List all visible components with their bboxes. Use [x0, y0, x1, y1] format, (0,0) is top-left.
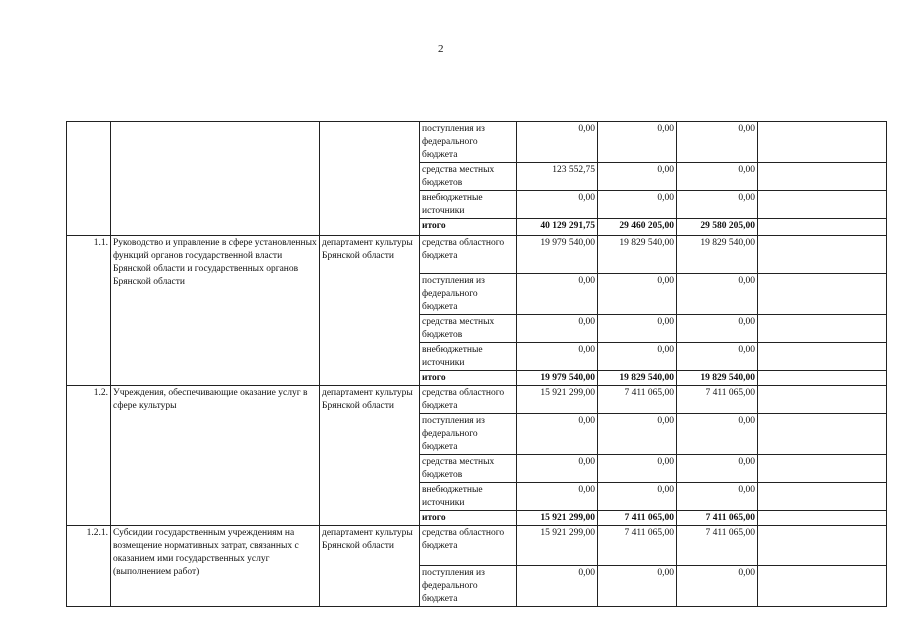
amount-year-1: 0,00 — [517, 191, 598, 219]
funding-source: поступления из федерального бюджета — [420, 566, 517, 607]
empty-cell — [758, 414, 887, 455]
amount-year-2: 7 411 065,00 — [598, 386, 677, 414]
amount-year-3: 19 829 540,00 — [677, 236, 758, 274]
empty-cell — [758, 511, 887, 526]
amount-year-1: 0,00 — [517, 414, 598, 455]
empty-cell — [758, 274, 887, 315]
funding-source: итого — [420, 511, 517, 526]
amount-year-2: 0,00 — [598, 343, 677, 371]
amount-year-3: 0,00 — [677, 315, 758, 343]
amount-year-1: 15 921 299,00 — [517, 386, 598, 414]
amount-year-3: 19 829 540,00 — [677, 371, 758, 386]
empty-cell — [758, 315, 887, 343]
amount-year-1: 15 921 299,00 — [517, 511, 598, 526]
item-name: Субсидии государственным учреждениям на возмещение нормативных затрат, связанных с оказанием ими государственных услуг (выполнением работ) — [111, 526, 320, 607]
amount-year-2: 0,00 — [598, 483, 677, 511]
amount-year-3: 0,00 — [677, 566, 758, 607]
funding-source: средства областного бюджета — [420, 236, 517, 274]
amount-year-1: 0,00 — [517, 483, 598, 511]
item-number: 1.2.1. — [67, 526, 111, 607]
item-name — [111, 122, 320, 236]
amount-year-1: 19 979 540,00 — [517, 371, 598, 386]
amount-year-2: 0,00 — [598, 191, 677, 219]
empty-cell — [758, 122, 887, 163]
amount-year-1: 19 979 540,00 — [517, 236, 598, 274]
item-number — [67, 122, 111, 236]
amount-year-1: 0,00 — [517, 122, 598, 163]
empty-cell — [758, 386, 887, 414]
empty-cell — [758, 455, 887, 483]
item-executor — [320, 122, 420, 236]
table-row — [67, 236, 887, 274]
empty-cell — [758, 191, 887, 219]
empty-cell — [758, 371, 887, 386]
funding-source: средства областного бюджета — [420, 526, 517, 566]
amount-year-3: 7 411 065,00 — [677, 386, 758, 414]
amount-year-1: 123 552,75 — [517, 163, 598, 191]
item-executor: департамент культуры Брянской области — [320, 386, 420, 526]
amount-year-2: 7 411 065,00 — [598, 526, 677, 566]
amount-year-3: 0,00 — [677, 163, 758, 191]
funding-source: средства местных бюджетов — [420, 455, 517, 483]
item-number: 1.2. — [67, 386, 111, 526]
budget-table — [66, 121, 887, 607]
empty-cell — [758, 236, 887, 274]
empty-cell — [758, 566, 887, 607]
table-row — [67, 386, 887, 414]
amount-year-2: 0,00 — [598, 163, 677, 191]
empty-cell — [758, 343, 887, 371]
amount-year-3: 0,00 — [677, 414, 758, 455]
amount-year-3: 7 411 065,00 — [677, 526, 758, 566]
funding-source: поступления из федерального бюджета — [420, 122, 517, 163]
amount-year-3: 0,00 — [677, 343, 758, 371]
amount-year-2: 19 829 540,00 — [598, 236, 677, 274]
amount-year-3: 29 580 205,00 — [677, 219, 758, 236]
amount-year-1: 15 921 299,00 — [517, 526, 598, 566]
funding-source: внебюджетные источники — [420, 483, 517, 511]
amount-year-3: 0,00 — [677, 122, 758, 163]
amount-year-1: 0,00 — [517, 274, 598, 315]
amount-year-2: 0,00 — [598, 274, 677, 315]
amount-year-2: 0,00 — [598, 414, 677, 455]
table-row — [67, 526, 887, 566]
funding-source: внебюджетные источники — [420, 343, 517, 371]
amount-year-1: 0,00 — [517, 566, 598, 607]
item-executor: департамент культуры Брянской области — [320, 526, 420, 607]
empty-cell — [758, 483, 887, 511]
funding-source: итого — [420, 219, 517, 236]
amount-year-2: 7 411 065,00 — [598, 511, 677, 526]
amount-year-3: 7 411 065,00 — [677, 511, 758, 526]
empty-cell — [758, 526, 887, 566]
page-number: 2 — [438, 43, 444, 55]
amount-year-1: 0,00 — [517, 455, 598, 483]
funding-source: средства областного бюджета — [420, 386, 517, 414]
funding-source: поступления из федерального бюджета — [420, 414, 517, 455]
item-name: Учреждения, обеспечивающие оказание услуг в сфере культуры — [111, 386, 320, 526]
amount-year-2: 29 460 205,00 — [598, 219, 677, 236]
item-name: Руководство и управление в сфере установленных функций органов государственной власти Брянской области и государственных органов Брянской области — [111, 236, 320, 386]
funding-source: средства местных бюджетов — [420, 315, 517, 343]
item-number: 1.1. — [67, 236, 111, 386]
amount-year-2: 0,00 — [598, 315, 677, 343]
funding-source: поступления из федерального бюджета — [420, 274, 517, 315]
amount-year-1: 0,00 — [517, 343, 598, 371]
empty-cell — [758, 163, 887, 191]
amount-year-3: 0,00 — [677, 483, 758, 511]
item-executor: департамент культуры Брянской области — [320, 236, 420, 386]
amount-year-2: 19 829 540,00 — [598, 371, 677, 386]
funding-source: внебюджетные источники — [420, 191, 517, 219]
amount-year-1: 40 129 291,75 — [517, 219, 598, 236]
funding-source: средства местных бюджетов — [420, 163, 517, 191]
table-row — [67, 122, 887, 163]
amount-year-3: 0,00 — [677, 274, 758, 315]
amount-year-2: 0,00 — [598, 455, 677, 483]
amount-year-2: 0,00 — [598, 566, 677, 607]
amount-year-2: 0,00 — [598, 122, 677, 163]
budget-table-body — [67, 122, 887, 607]
funding-source: итого — [420, 371, 517, 386]
amount-year-3: 0,00 — [677, 191, 758, 219]
amount-year-1: 0,00 — [517, 315, 598, 343]
empty-cell — [758, 219, 887, 236]
amount-year-3: 0,00 — [677, 455, 758, 483]
